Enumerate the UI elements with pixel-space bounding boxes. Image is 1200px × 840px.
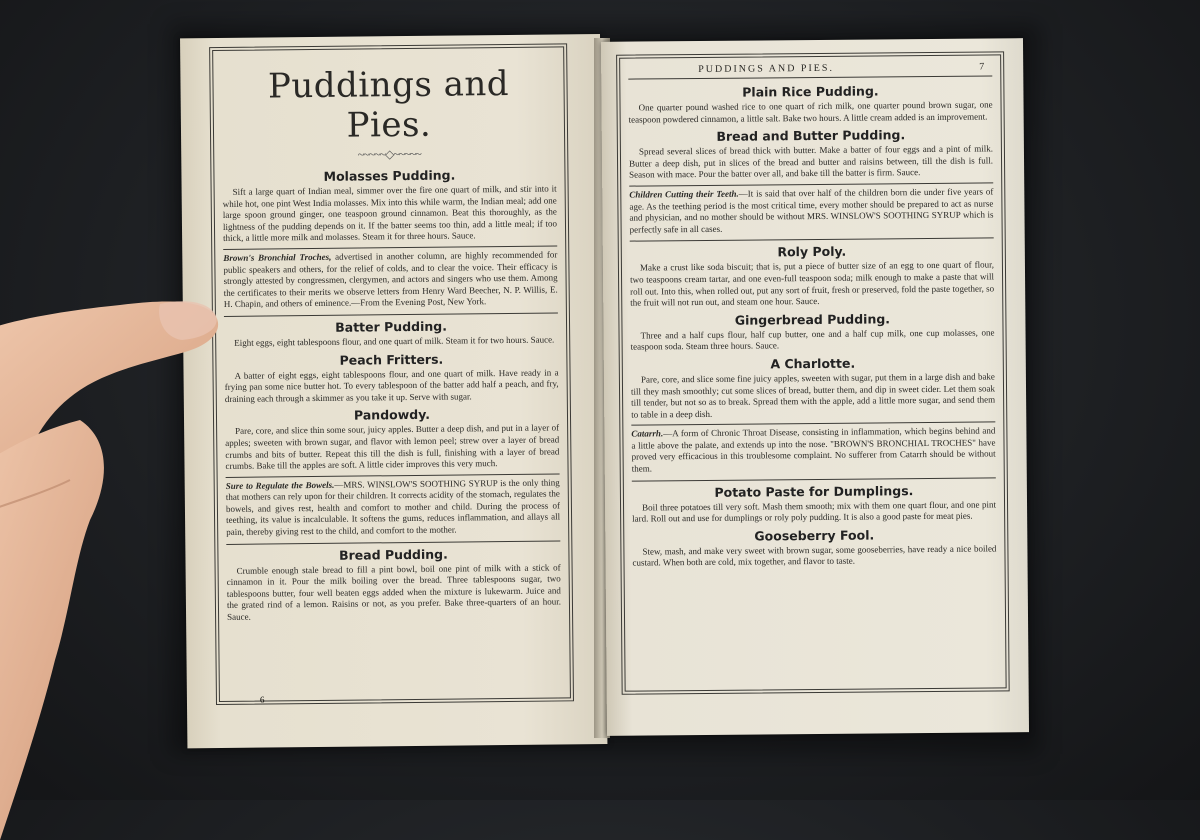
recipe-text: Pare, core, and slice thin some sour, juicy apples. Butter a deep dish, and put in a layer of apples; sweeten with brown sugar, and flavor with lemon peel; strew over a layer of bread crumbs and bits of butter. Repeat this till the dish is full, finishing with a layer of bread crumbs. Bake till the apples are soft. A little cider improves this very much. — [225, 422, 560, 472]
recipe-heading: A Charlotte. — [770, 355, 856, 372]
recipe-heading: Batter Pudding. — [335, 318, 448, 335]
advertisement — [226, 473, 561, 544]
recipe-heading: Pandowdy. — [353, 407, 431, 423]
recipe-text: Eight eggs, eight tablespoons flour, and one quart of milk. Steam it for two hours. Sauce. — [234, 334, 555, 348]
advertisement — [223, 245, 558, 316]
recipe-heading: Gingerbread Pudding. — [734, 311, 891, 328]
ad-text: —MRS. WINSLOW'S SOOTHING SYRUP is the only thing that mothers can rely upon for their children. It corrects acidity of the stomach, regulates the bowels, and gives rest, health and comfort to mother and child. During the process of teething, its value is incalculable. It softens the gums, reduces inflammation, and allays all pain, thereby giving rest to the child, and comfort to the mother. — [225, 477, 561, 538]
ad-text: —A form of Chronic Throat Disease, consisting in inflammation, which begins behind and a little above the palate, and extends up into the nose. "BROWN'S BRONCHIAL TROCHES" have proved very efficacious in this troublesome complaint. No sufferer from Catarrh should be without them. — [631, 425, 996, 474]
page-title: Puddings and Pies. — [267, 63, 510, 146]
recipe-text: Boil three potatoes till very soft. Mash them smooth; mix with them one quart flour, and one pint lard. Roll out and use for dumplings or roly poly pudding. It is also a good paste for meat pies. — [632, 499, 997, 524]
right-page-frame — [619, 54, 1007, 691]
right-page-content — [628, 61, 996, 571]
advertisement — [631, 422, 995, 482]
recipe-heading: Peach Fritters. — [339, 351, 444, 368]
recipe-text: Crumble enough stale bread to fill a pint bowl, boil one pint of milk with a stick of cinnamon in it. Pour the milk boiling over the bread. Three tablespoons sugar, two tablespoons butter, four well beaten eggs added when the mixture is lukewarm. Juice and the grated rind of a lemon. Raisins or not, as you prefer. Bake three-quarters of an hour. Sauce. — [226, 562, 561, 622]
recipe-heading: Bread and Butter Pudding. — [716, 127, 906, 145]
recipe-heading: Molasses Pudding. — [323, 167, 456, 184]
ad-title: Children Cutting their Teeth. — [629, 188, 739, 200]
palm-shape — [0, 420, 104, 840]
recipe-heading: Potato Paste for Dumplings. — [714, 482, 914, 500]
recipe-text: Stew, mash, and make very sweet with brown sugar, some gooseberries, have ready a nice boiled custard. When both are cold, mix together, and flavor to taste. — [632, 543, 997, 569]
ad-title: Brown's Bronchial Troches, — [223, 251, 332, 263]
left-page-frame — [212, 46, 571, 705]
recipe-heading: Plain Rice Pudding. — [742, 83, 879, 100]
hand-holding-book — [0, 280, 240, 840]
left-page-content — [221, 53, 561, 625]
page-number: 6 — [259, 694, 265, 705]
recipe-text: Pare, core, and slice some fine juicy apples, sweeten with sugar, put them in a large dish and bake till they mash smoothly; cut some slices of bread, butter them, and dip in sweet cider. Let them soak till tender, but not so as to break. Spread them with the apple, add a little more sugar, and send them to table in a deep dish. — [630, 371, 996, 420]
running-head-title: PUDDINGS AND PIES. — [698, 62, 835, 76]
ad-text: advertised in another column, are highly recommended for public speakers and others, for the relief of colds, and to clear the voice. Their efficacy is strongly attested by congressmen, clergymen, and actors and singers who use them. Among the certificates to their merits we observe letters from Henry Ward Beecher, N. P. Willis, E. H. Chapin, and others of eminence.—From the Evening Post, New York. — [223, 249, 558, 310]
advertisement — [629, 182, 993, 242]
recipe-text: Sift a large quart of Indian meal, simmer over the fire one quart of milk, and stir into it while hot, one pint West India molasses. Mix into this while warm, the Indian meal; add one large spoon ground ginger, one teaspoon ground cinnamon. Beat this thoroughly, as the lightness of the pudding depends on it. If the batter seems too thin, add a little meal; if too thick, a little more milk and molasses. Steam it for three hours. Sauce. — [222, 183, 558, 244]
left-page — [180, 34, 607, 748]
running-head — [628, 61, 992, 79]
right-page — [601, 38, 1029, 736]
recipe-text: Three and a half cups flour, half cup butter, one and a half cup milk, one cup molasses, one teaspoon soda. Steam three hours. Sauce. — [630, 327, 995, 352]
recipe-text: Spread several slices of bread thick with butter. Make a batter of four eggs and a pint of milk. Butter a deep dish, put in slices of the bread and butter and raisins between, till the dish is full. Season with mace. Pour the batter over all, and bake till the batter is firm. Sauce. — [628, 143, 994, 180]
recipe-heading: Gooseberry Fool. — [754, 527, 875, 544]
title-flourish: ~~~~~◇~~~~~ — [357, 146, 421, 162]
ad-text: —It is said that over half of the children born die under five years of age. As the teething period is the most critical time, every mother should be prepared to act as nurse and physician, and no mother should be without MRS. WINSLOW'S SOOTHING SYRUP which is perfectly safe in all cases. — [629, 186, 994, 235]
recipe-heading: Bread Pudding. — [338, 546, 448, 563]
recipe-text: One quarter pound washed rice to one quart of rich milk, one quarter pound brown sugar, one teaspoon powdered cinnamon, a little salt. Bake two hours. A little cream added is an improvement. — [628, 99, 993, 125]
ad-title: Catarrh. — [631, 428, 664, 439]
recipe-heading: Roly Poly. — [777, 244, 847, 260]
page-number: 7 — [979, 61, 987, 73]
ad-title: Sure to Regulate the Bowels. — [225, 479, 335, 491]
recipe-text: Make a crust like soda biscuit; that is, put a piece of butter size of an egg to one quart of flour, two teaspoons cream tartar, and one even-full teaspoon soda; milk enough to make a paste that will roll out. Into this, when rolled out, put any sort of fruit, fresh or preserved, fold the paste together, so the fruit will not run out, and steam one hour. Sauce. — [630, 259, 995, 308]
recipe-text: A batter of eight eggs, eight tablespoons flour, and one quart of milk. Have ready in a frying pan some nice butter hot. To every tablespoon of the batter add half a peach, and fry, draining each through a skimmer as you take it up. Serve with sugar. — [224, 366, 559, 404]
